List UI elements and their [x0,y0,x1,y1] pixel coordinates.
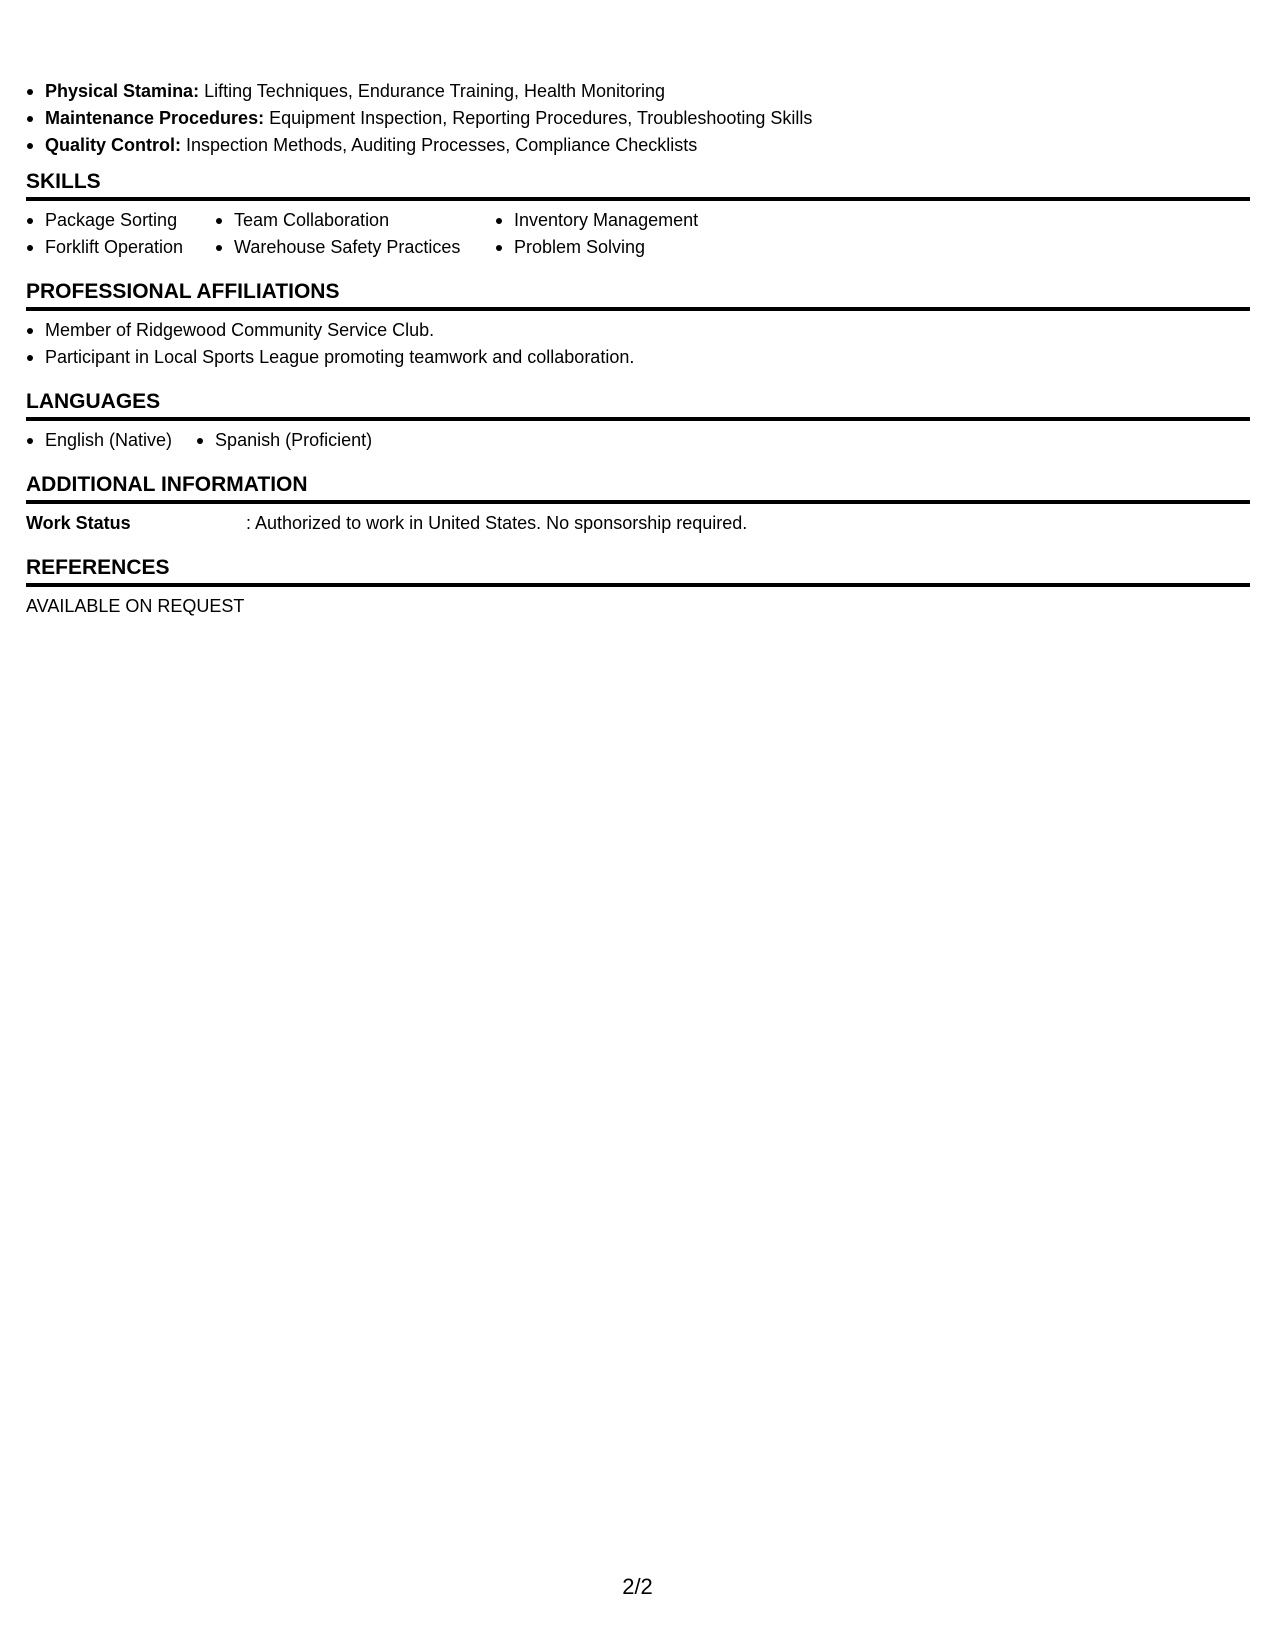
competency-item [26,132,1250,159]
competency-text: Lifting Techniques, Endurance Training, Health Monitoring [204,81,666,101]
languages-list [26,427,1250,454]
competency-text: Equipment Inspection, Reporting Procedures, Troubleshooting Skills [269,108,813,128]
competency-label: Maintenance Procedures: [45,108,265,128]
language-item: Spanish (Proficient) [196,427,372,454]
skills-column [26,207,215,261]
competency-list [26,78,1250,159]
additional-info-section [26,471,1250,537]
skill-item: Inventory Management [495,207,755,234]
skill-item: Forklift Operation [26,234,215,261]
affiliations-section [26,278,1250,371]
competency-label: Quality Control: [45,135,181,155]
work-status-label: Work Status [26,513,131,533]
skills-column [495,207,755,261]
competency-item [26,78,1250,105]
affiliation-item: Member of Ridgewood Community Service Club. [26,317,1250,344]
skills-column [215,207,495,261]
skills-columns [26,207,1250,261]
languages-section [26,388,1250,454]
competency-text: Inspection Methods, Auditing Processes, Compliance Checklists [186,135,698,155]
skill-item: Team Collaboration [215,207,495,234]
section-heading: PROFESSIONAL AFFILIATIONS [26,278,1250,311]
skill-item: Package Sorting [26,207,215,234]
skill-item: Warehouse Safety Practices [215,234,495,261]
continued-competencies [26,78,1250,159]
page-number: 2/2 [622,1574,653,1599]
references-text: AVAILABLE ON REQUEST [26,596,245,616]
skills-section [26,168,1250,261]
section-heading: SKILLS [26,168,1250,201]
references-section [26,554,1250,620]
affiliations-list [26,317,1250,371]
competency-label: Physical Stamina: [45,81,200,101]
section-heading: LANGUAGES [26,388,1250,421]
affiliation-item: Participant in Local Sports League promoting teamwork and collaboration. [26,344,1250,371]
work-status-value: : Authorized to work in United States. No sponsorship required. [246,513,748,533]
work-status-row [26,510,1250,537]
competency-item [26,105,1250,132]
section-heading: ADDITIONAL INFORMATION [26,471,1250,504]
language-item: English (Native) [26,427,172,454]
section-heading: REFERENCES [26,554,1250,587]
skill-item: Problem Solving [495,234,755,261]
